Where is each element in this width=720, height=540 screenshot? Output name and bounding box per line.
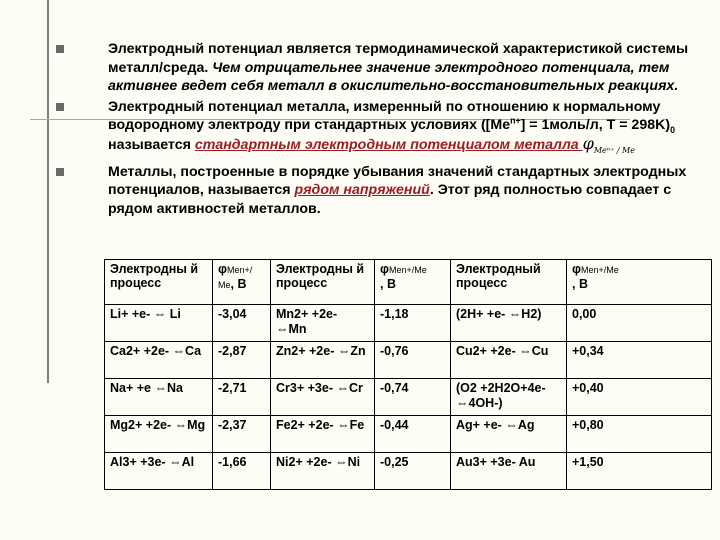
table-cell: Ag+ +e- ⇔Ag: [451, 416, 567, 453]
bullet-square-icon: [56, 45, 64, 53]
bullet-2-sup: n+: [510, 115, 521, 126]
phi-symbol: φ: [582, 133, 594, 153]
header-potential-2-unit: , В: [380, 277, 396, 291]
table-cell: Na+ +e ⇔Na: [105, 379, 213, 416]
table-cell: +1,50: [567, 453, 712, 490]
table-cell: -1,66: [213, 453, 271, 490]
header-potential-1-sub: Men+/: [226, 265, 253, 275]
bullet-3: [56, 163, 706, 219]
potential-table: [104, 259, 712, 490]
table-header-row: [105, 260, 712, 305]
table-cell: Zn2+ +2e- ⇔Zn: [271, 342, 375, 379]
table-cell: -3,04: [213, 305, 271, 342]
bullet-2-text: Электродный потенциал металла, измеренный по отношению к нормальному водородному электроду при стандартных условиях ([Me: [108, 98, 661, 134]
header-potential-3-sub: Men+/Me: [580, 265, 619, 275]
bullet-2: [56, 98, 706, 161]
table-cell: -0,25: [375, 453, 451, 490]
table-cell: Cu2+ +2e- ⇔Cu: [451, 342, 567, 379]
table-cell: -0,74: [375, 379, 451, 416]
table-cell: (2H+ +e- ⇔H2): [451, 305, 567, 342]
bullet-3-text2: . Этот ряд полностью совпадает с рядом активностей металлов.: [108, 182, 672, 217]
bullet-2-text3: называется: [108, 136, 195, 153]
standard-potential-link[interactable]: стандартным электродным потенциалом металла: [194, 136, 583, 153]
table-cell: Ca2+ +2e- ⇔Ca: [105, 342, 213, 379]
header-potential-2-sub: Men+/Me: [388, 265, 427, 275]
table-cell: -0,76: [375, 342, 451, 379]
table-cell: +0,34: [567, 342, 712, 379]
bullet-2-sub: 0: [670, 125, 675, 136]
header-process-3: Электродный процесс: [451, 260, 567, 305]
table-row: [105, 305, 712, 342]
bullet-1-text: Электродный потенциал является термодинамической характеристикой системы металл/среда.: [108, 41, 689, 76]
table-cell: Mn2+ +2e- ⇔Mn: [271, 305, 375, 342]
table-cell: Mg2+ +2e- ⇔Mg: [105, 416, 213, 453]
table-cell: -2,71: [213, 379, 271, 416]
bullet-list: [56, 40, 706, 220]
table-cell: 0,00: [567, 305, 712, 342]
table-cell: Cr3+ +3e- ⇔Cr: [271, 379, 375, 416]
table-cell: (O2 +2H2O+4e- ⇔4OH-): [451, 379, 567, 416]
bullet-square-icon: [56, 168, 64, 176]
bullet-1: [56, 40, 706, 96]
header-potential-1-unit: , В: [230, 277, 247, 291]
table-cell: -2,37: [213, 416, 271, 453]
table-row: [105, 342, 712, 379]
table-row: [105, 453, 712, 490]
table-cell: Ni2+ +2e- ⇔Ni: [271, 453, 375, 490]
table-row: [105, 416, 712, 453]
table-cell: +0,80: [567, 416, 712, 453]
table-cell: Fe2+ +2e- ⇔Fe: [271, 416, 375, 453]
bullet-3-text: Металлы, построенные в порядке убывания значений стандартных электродных потенциалов, называется: [108, 163, 687, 199]
table-cell: -0,44: [375, 416, 451, 453]
header-potential-1: [213, 260, 271, 305]
header-process-2: Электродны й процесс: [271, 260, 375, 305]
phi-subscript: Meⁿ⁺ / Me: [593, 145, 635, 155]
phi-symbol: φ: [218, 262, 227, 276]
table-cell: Li+ +e- ⇔ Li: [105, 305, 213, 342]
header-potential-2: [375, 260, 451, 305]
bullet-1-italic: Чем отрицательнее значение электродного потенциала, тем активнее ведет себя металл в окислительно-восстановительных реакциях.: [108, 59, 679, 95]
header-potential-3-unit: , В: [572, 277, 588, 291]
table-cell: Au3+ +3e- Au: [451, 453, 567, 490]
table-cell: -1,18: [375, 305, 451, 342]
table-cell: +0,40: [567, 379, 712, 416]
phi-symbol: φ: [380, 262, 389, 276]
header-potential-1-sub2: Me: [218, 280, 231, 290]
phi-symbol: φ: [572, 262, 581, 276]
header-process-1: Электродны й процесс: [105, 260, 213, 305]
decorative-vertical-line: [47, 0, 49, 383]
bullet-square-icon: [56, 103, 64, 111]
table-cell: Al3+ +3e- ⇔Al: [105, 453, 213, 490]
header-potential-3: [567, 260, 712, 305]
table-row: [105, 379, 712, 416]
table-cell: -2,87: [213, 342, 271, 379]
voltage-series-link[interactable]: рядом напряжений: [294, 182, 430, 199]
bullet-2-text2: ] = 1моль/л, T = 298K): [520, 117, 671, 134]
